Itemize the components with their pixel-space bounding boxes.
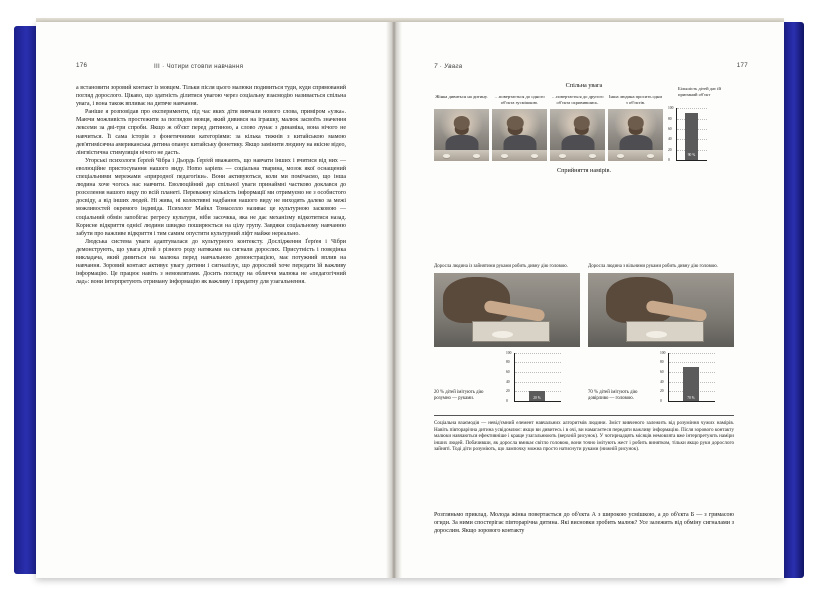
panel-caption: Інша людина просить одни з об'єктів. [609,94,662,105]
left-running-head: III · Чотири стовпи навчання [154,63,244,70]
left-page [36,22,386,578]
right-page-folio: 177 [736,62,748,69]
figure2-right-note: 70 % дітей імітують дію довірливо — головою. [588,390,638,401]
figure-caption-block [434,415,734,453]
bar-value-label: 70 % [687,395,695,400]
figure1-photo [608,109,663,161]
figure1-bar-chart: 100 80 60 40 20 0 90 % [676,108,707,161]
left-page-folio: 176 [76,62,88,69]
figure2-right-caption: Доросла людина з вільними руками робить дивну дію головою. [588,264,718,269]
figure1-subtitle: Сприйняття намірів. [556,167,611,175]
open-book [14,8,804,592]
figure2-left-photo [434,273,580,347]
figure2-left-chart: 100 80 60 40 20 0 20 % [514,353,561,402]
figure2-left-caption: Доросла людина із зайнятими руками робить дивну дію головою. [434,264,568,269]
figure-joint-attention [434,82,734,174]
figure-intention-reading [434,264,734,402]
figure1-photo [492,109,547,161]
figure1-chart-legend: Більшість дітей дає їй приємний об'єкт [678,86,721,97]
figure1-title: Спільна увага [565,82,603,89]
figure1-photo [550,109,605,161]
right-page [402,22,784,578]
paragraph: Людська система уваги адаптувалася до культурного контексту. Дослідження Ґерґея і Чібри демонструють, що увага дітей з різного роду натяками на сигнали дорослих. Присутність і поведінка викладача, який дивиться на малюка перед навчальною демонстрацією, має потужний вплив на навчання. Зоровий контакт активує увагу дитини і сигналізує, що дорослий хоче передати їй важливу інформацію. Це працює навіть з немовлятами. Досить погляду на обличчя малюка не «педагогічний лад»: вони інтерпретують отриману інформацію як важливу і придатну для узагальнення. [76,238,346,286]
paragraph: Розгляньмо приклад. Молода жінка повертається до об'єкта А з широкою усмішкою, а до об'єкта Б — з гримасою огиди. За ними спостерігає півторарічна дитина. Які висновки зробить малюк? Усе залежить від обміну сигналами з дорослим. Якщо зорового контакту [434,512,734,535]
figure2-right-photo [588,273,734,347]
panel-caption: …повертається до другого об'єкта скривившись. [551,94,604,105]
figure1-photo [434,109,489,161]
book-spine-right [782,22,804,578]
paragraph: а встановити зоровий контакт із мовцем. Тільки після цього малюки подивиться туди, куди спрямований погляд дорослого. Цікаво, що здатність ділитися увагою через соціальну взаємодію називається спільна увага, і вона також впливає на дитяче навчання. [76,85,346,108]
bar-value-label: 20 % [533,395,541,400]
figure-caption: Соціальна взаємодія — невід'ємний елемент навчальних алгоритмів людини. Зміст вивченого залежить від розуміння чужих намірів. Навіть півторарічна дитина усвідомлює: якщо ви дивитесь і в очі, ви намагаєтеся передати важливу інформацію. Після зорового контакту малюки навчаються ефективніше і краще узагальнюють (верхній рисунок). У чотирнадцять місяців немовлята вже інтерпретують наміри інших людей. Побачивши, як доросла вмикає світло головою, вони точно імітують жест і робить винятком, тільки якщо руки дорослого зайняті. Тоді діти розуміють, що лампочку можна просто натиснути руками (нижній рисунок). [434,420,734,453]
figure2-left-note: 20 % дітей імітують дію розумно — руками. [434,390,484,401]
panel-caption: Жінка дивиться на дитину. [435,94,488,99]
panel-caption: …повертається до одного об'єкта зусмішкою. [494,94,545,105]
figure2-right-chart: 100 80 60 40 20 0 70 % [668,353,715,402]
bar-value-label: 90 % [687,153,696,158]
paragraph: Угорські психологи Ґерґей Чібра і Дьордь Ґерґей вважають, що навчати інших і вчитися від них — еволюційне пристосування нашого виду. Homo sapiens — соціальна тварина, мозок якої оснащений спеціальними мережами «природної педагогіки». Вони активуються, коли ми помічаємо, що інша людина хоче чогось нас навчити. Еволюційний дар спільної уваги принаймні частково доклався до розселення нашого виду по всій планеті. Переважну кількість інформації ми отримуємо не з особистого досвіду, а від інших людей. Ні жива, ні колективні надбання нашого виду не виходять далеко за межі можливостей окремого індивіда. Психолог Майкл Томаселло називає це культурною засковою — соціальний обмін запобігає регресу культури, ніби засочкка, яка не дає механізму відкотитися назад. Корисне відкриття однієї людини швидко поширюється на цілу групу. Завдяки соціальному навчанню забути про важливе відкриття і тим самим опустити культурний ліфт майже нереально. [76,157,346,237]
left-page-body [76,84,346,286]
right-page-body [434,511,734,535]
right-running-head: 7 · Увага [434,63,463,70]
book-gutter-shadow [386,22,402,578]
paragraph: Раніше я розповідав про експерименти, під час яких діти вивчали нового слова, приміром «узка». Маючи можливість простежити за поглядом мовця, який дивився на іграшку, малюк засвоїть значення лексеми за дві-три спроби. Якщо ж об'єкт перед дитиною, а слово лунає з динаміка, вона нічого не навчиться. Її сама історія з фонетичними категоріями: за кілька тижнів з китайською мамою дев'ятимісячна американська дитина опанує китайську фонетику. Якщо замінити людину на якісне відео, лінгвістична стимуляція нічого не дасть. [76,109,346,156]
